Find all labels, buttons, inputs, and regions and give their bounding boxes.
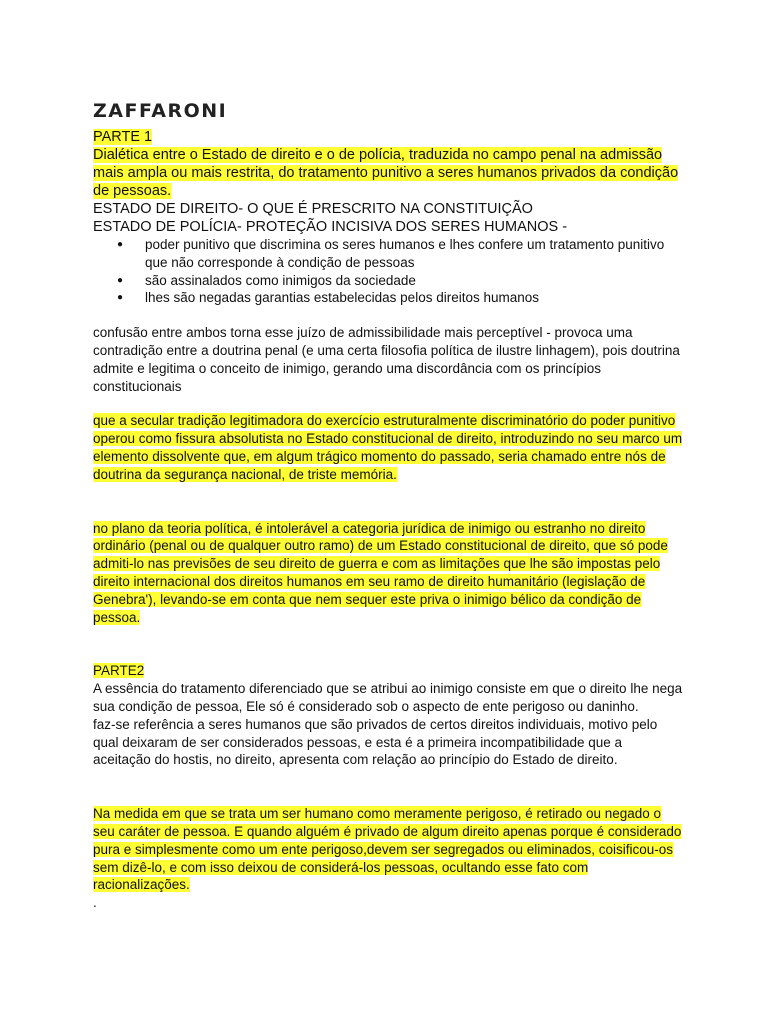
- document-page: [93, 100, 683, 912]
- trailing-dot: .: [93, 895, 97, 911]
- parte2-heading: PARTE2: [93, 663, 145, 679]
- estado-direito-line: ESTADO DE DIREITO- O QUE É PRESCRITO NA CONSTITUIÇÃO: [93, 201, 533, 217]
- list-item: ● poder punitivo que discrimina os seres humanos e lhes confere um tratamento punitivo que não corresponde à condição de pessoas: [145, 236, 683, 272]
- referencia-paragraph: faz-se referência a seres humanos que são privados de certos direitos individuais, motivo pelo qual deixaram de ser considerados pessoas, e esta é a primeira incompatibilidade que a aceitação do hostis, no direito, apresenta com relação ao princípio do Estado de direito.: [93, 716, 658, 768]
- list-item: ● lhes são negadas garantias estabelecidas pelos direitos humanos: [145, 289, 683, 307]
- estado-policia-line: ESTADO DE POLÍCIA- PROTEÇÃO INCISIVA DOS SERES HUMANOS -: [93, 219, 568, 235]
- policia-bullet-list: [93, 236, 683, 307]
- medida-paragraph: Na medida em que se trata um ser humano como meramente perigoso, é retirado ou negado o seu caráter de pessoa. E quando alguém é privado de algum direito apenas porque é considerado pura e simplesmente como um ente perigoso,devem ser segregados ou eliminados, coisificou-os sem dizê-lo, e com isso deixou de considerá-los pessoas, ocultando esse fato com racionalizações.: [93, 806, 682, 893]
- secular-paragraph: que a secular tradição legitimadora do exercício estruturalmente discriminatório do poder punitivo operou como fissura absolutista no Estado constitucional de direito, introduzindo no seu marco um elemento dissolvente que, em algum trágico momento do passado, seria chamado entre nós de doutrina da segurança nacional, de triste memória.: [93, 413, 683, 482]
- essencia-paragraph: A essência do tratamento diferenciado que se atribui ao inimigo consiste em que o direito lhe nega sua condição de pessoa, Ele só é considerado sob o aspecto de ente perigoso ou daninho.: [93, 681, 683, 714]
- parte1-heading: PARTE 1: [93, 129, 153, 145]
- document-title: ZAFFARONI: [93, 100, 228, 122]
- confusao-paragraph: confusão entre ambos torna esse juízo de admissibilidade mais perceptível - provoca uma contradição entre a doutrina penal (e uma certa filosofia política de ilustre linhagem), pois doutrina admite e legitima o conceito de inimigo, gerando uma discordância com os princípios constitucionais: [93, 325, 680, 394]
- plano-paragraph: no plano da teoria política, é intolerável a categoria jurídica de inimigo ou estranho no direito ordinário (penal ou de qualquer outro ramo) de um Estado constitucional de direito, que só pode admiti-lo nas previsões de seu direito de guerra e com as limitações que lhe são impostas pelo direito internacional dos direitos humanos em seu ramo de direito humanitário (legislação de Genebra'), levando-se em conta que nem sequer este priva o inimigo bélico da condição de pessoa.: [93, 520, 668, 625]
- parte1-intro: Dialética entre o Estado de direito e o de polícia, traduzida no campo penal na admissão mais ampla ou mais restrita, do tratamento punitivo a seres humanos privados da condição de pessoas.: [93, 147, 679, 199]
- list-item: ● são assinalados como inimigos da sociedade: [145, 272, 683, 290]
